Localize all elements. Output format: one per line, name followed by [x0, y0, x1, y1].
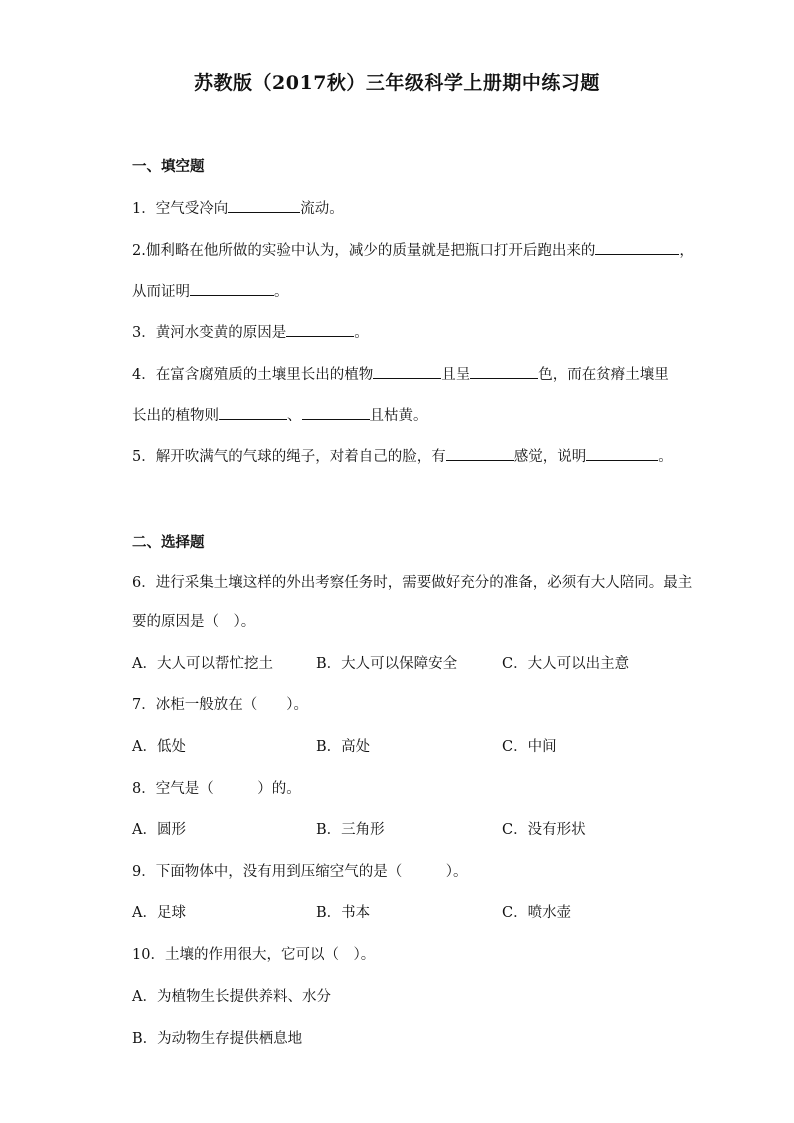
answer-blank[interactable]: [302, 405, 370, 420]
question-text: 长出的植物则: [132, 408, 219, 424]
question-text: 流动。: [300, 201, 344, 217]
question-1: [132, 198, 344, 219]
question-5: [132, 446, 673, 467]
question-2: [132, 240, 694, 261]
option-b[interactable]: B．为动物生存提供栖息地: [132, 1031, 303, 1047]
answer-blank[interactable]: [219, 405, 287, 420]
question-4: [132, 364, 669, 385]
option-b[interactable]: B．大人可以保障安全: [316, 656, 458, 672]
question-text: 。: [354, 325, 369, 341]
question-7: 7．冰柜一般放在（ ）。: [132, 697, 308, 713]
question-3: [132, 322, 369, 343]
question-9: 9．下面物体中，没有用到压缩空气的是（ ）。: [132, 864, 468, 880]
question-2-line-2: [132, 281, 289, 302]
question-text: 色，而在贫瘠土壤里: [538, 367, 669, 383]
question-8: 8．空气是（ ）的。: [132, 781, 301, 797]
question-6: 6．进行采集土壤这样的外出考察任务时，需要做好充分的准备，必须有大人陪同。最主: [132, 575, 693, 591]
option-a[interactable]: A．圆形: [132, 822, 186, 838]
question-text: 5．解开吹满气的气球的绳子，对着自己的脸，有: [132, 449, 446, 465]
option-a[interactable]: A．为植物生长提供养料、水分: [132, 989, 331, 1005]
question-text: 且呈: [441, 367, 471, 383]
question-text: 从而证明: [132, 284, 190, 300]
question-text: 4．在富含腐殖质的土壤里长出的植物: [132, 367, 374, 383]
question-text: 、: [287, 408, 302, 424]
answer-blank[interactable]: [190, 281, 274, 296]
answer-blank[interactable]: [586, 446, 658, 461]
option-a[interactable]: A．足球: [132, 905, 186, 921]
question-text: 感觉，说明: [513, 449, 587, 465]
answer-blank[interactable]: [446, 446, 514, 461]
question-10: 10．土壤的作用很大，它可以（ ）。: [132, 947, 376, 963]
question-text: 。: [658, 449, 673, 465]
answer-blank[interactable]: [286, 322, 354, 337]
answer-blank[interactable]: [470, 364, 538, 379]
option-c[interactable]: C．中间: [502, 739, 557, 755]
option-b[interactable]: B．三角形: [316, 822, 385, 838]
question-text: 且枯黄。: [369, 408, 428, 424]
question-text: 2.伽利略在他所做的实验中认为，减少的质量就是把瓶口打开后跑出来的: [132, 243, 596, 259]
question-6-line-2: 要的原因是（ ）。: [132, 614, 256, 630]
question-text: ，: [679, 243, 694, 259]
answer-blank[interactable]: [228, 198, 300, 213]
question-text: 3．黄河水变黄的原因是: [132, 325, 287, 341]
document-title: 苏教版（2017秋）三年级科学上册期中练习题: [194, 72, 600, 94]
option-a[interactable]: A．低处: [132, 739, 186, 755]
option-b[interactable]: B．书本: [316, 905, 371, 921]
option-c[interactable]: C．大人可以出主意: [502, 656, 630, 672]
question-4-line-2: [132, 405, 428, 426]
option-c[interactable]: C．喷水壶: [502, 905, 572, 921]
option-b[interactable]: B．高处: [316, 739, 371, 755]
section-heading-multiple-choice: 二、选择题: [132, 534, 205, 551]
option-a[interactable]: A．大人可以帮忙挖土: [132, 656, 273, 672]
answer-blank[interactable]: [595, 240, 679, 255]
question-text: 1．空气受冷向: [132, 201, 229, 217]
option-c[interactable]: C．没有形状: [502, 822, 586, 838]
question-text: 。: [274, 284, 289, 300]
section-heading-fill-blank: 一、填空题: [132, 158, 205, 175]
answer-blank[interactable]: [373, 364, 441, 379]
